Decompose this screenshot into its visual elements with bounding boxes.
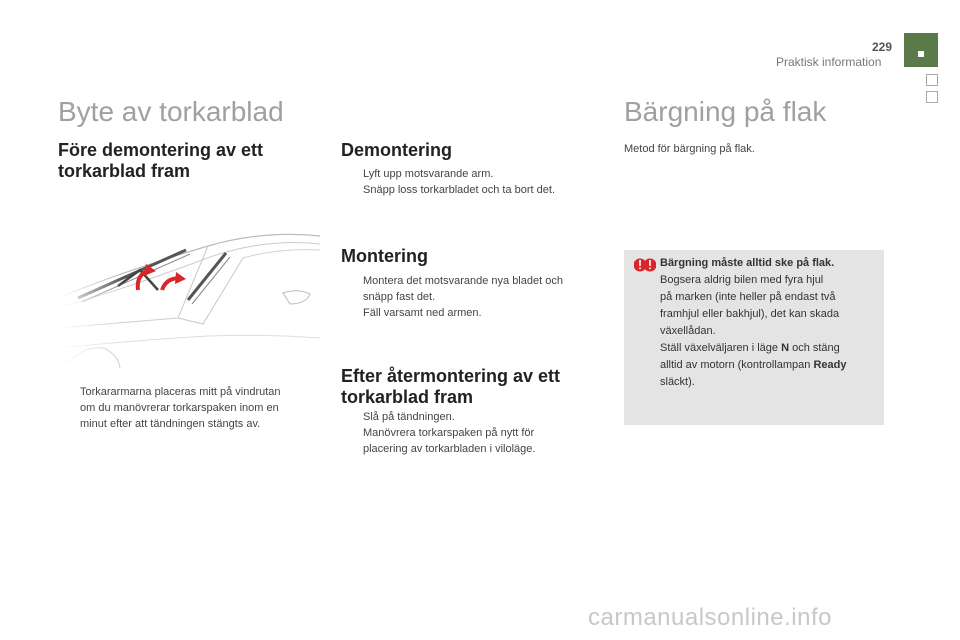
heading-line: Före demontering av ett	[58, 140, 264, 160]
note-line: växellådan.	[660, 325, 716, 337]
list-item: Fäll varsamt ned armen.	[341, 305, 601, 321]
list-item: Montera det motsvarande nya bladet och	[341, 273, 601, 289]
checkbox-bullet-icon	[341, 409, 363, 425]
list-item-continuation: placering av torkarbladen i viloläge.	[363, 443, 536, 455]
wiper-illustration	[58, 228, 320, 370]
note-line: Ställ växelväljaren i läge N och stäng	[660, 342, 840, 354]
list-item-continuation: om du manövrerar torkarspaken inom en	[80, 402, 279, 414]
method-text: Metod för bärgning på flak.	[624, 143, 755, 155]
bullet-list	[341, 166, 596, 198]
list-item-continuation: snäpp fast det.	[363, 291, 436, 303]
chapter-tab-marker	[918, 51, 924, 57]
note-line: alltid av motorn (kontrollampan Ready	[660, 359, 847, 371]
section-heading-demontering: Demontering	[341, 140, 453, 160]
warning-note-text	[660, 255, 875, 391]
page-number: 229	[872, 40, 893, 54]
note-line: framhjul eller bakhjul), det kan skada	[660, 308, 840, 320]
section-title-bargning: Bärgning på flak	[624, 96, 827, 127]
section-heading-efter	[341, 366, 560, 408]
page-title: Byte av torkarblad	[58, 96, 284, 127]
heading-line: Efter återmontering av ett	[341, 366, 561, 386]
chapter-tab-box	[926, 74, 938, 86]
list-item: Slå på tändningen.	[341, 409, 601, 425]
heading-line: torkarblad fram	[58, 161, 191, 181]
bullet-list	[58, 384, 313, 432]
note-line: släckt).	[660, 376, 695, 388]
bullet-list	[341, 273, 601, 321]
list-item: Snäpp loss torkarbladet och ta bort det.	[341, 182, 596, 198]
section-heading-montering: Montering	[341, 246, 428, 266]
list-item-continuation: minut efter att tändningen stängts av.	[80, 418, 261, 430]
checkbox-bullet-icon	[341, 425, 363, 441]
note-line: Bogsera aldrig bilen med fyra hjul	[660, 274, 824, 286]
chapter-tab	[904, 33, 938, 67]
bullet-list	[341, 409, 601, 457]
list-item: Lyft upp motsvarande arm.	[341, 166, 596, 182]
note-line: på marken (inte heller på endast två	[660, 291, 836, 303]
checkbox-bullet-icon	[58, 384, 80, 400]
note-bold-line: Bärgning måste alltid ske på flak.	[660, 257, 835, 269]
checkbox-bullet-icon	[341, 305, 363, 321]
list-item: Torkararmarna placeras mitt på vindrutan	[58, 384, 313, 400]
list-item: Manövrera torkarspaken på nytt för	[341, 425, 601, 441]
heading-line: torkarblad fram	[341, 387, 474, 407]
watermark: carmanualsonline.info	[588, 604, 832, 631]
subsection-heading	[58, 140, 263, 182]
checkbox-bullet-icon	[341, 166, 363, 182]
warning-icon	[634, 257, 656, 273]
section-title: Praktisk information	[776, 55, 882, 69]
checkbox-bullet-icon	[341, 182, 363, 198]
checkbox-bullet-icon	[341, 273, 363, 289]
chapter-tab-box	[926, 91, 938, 103]
